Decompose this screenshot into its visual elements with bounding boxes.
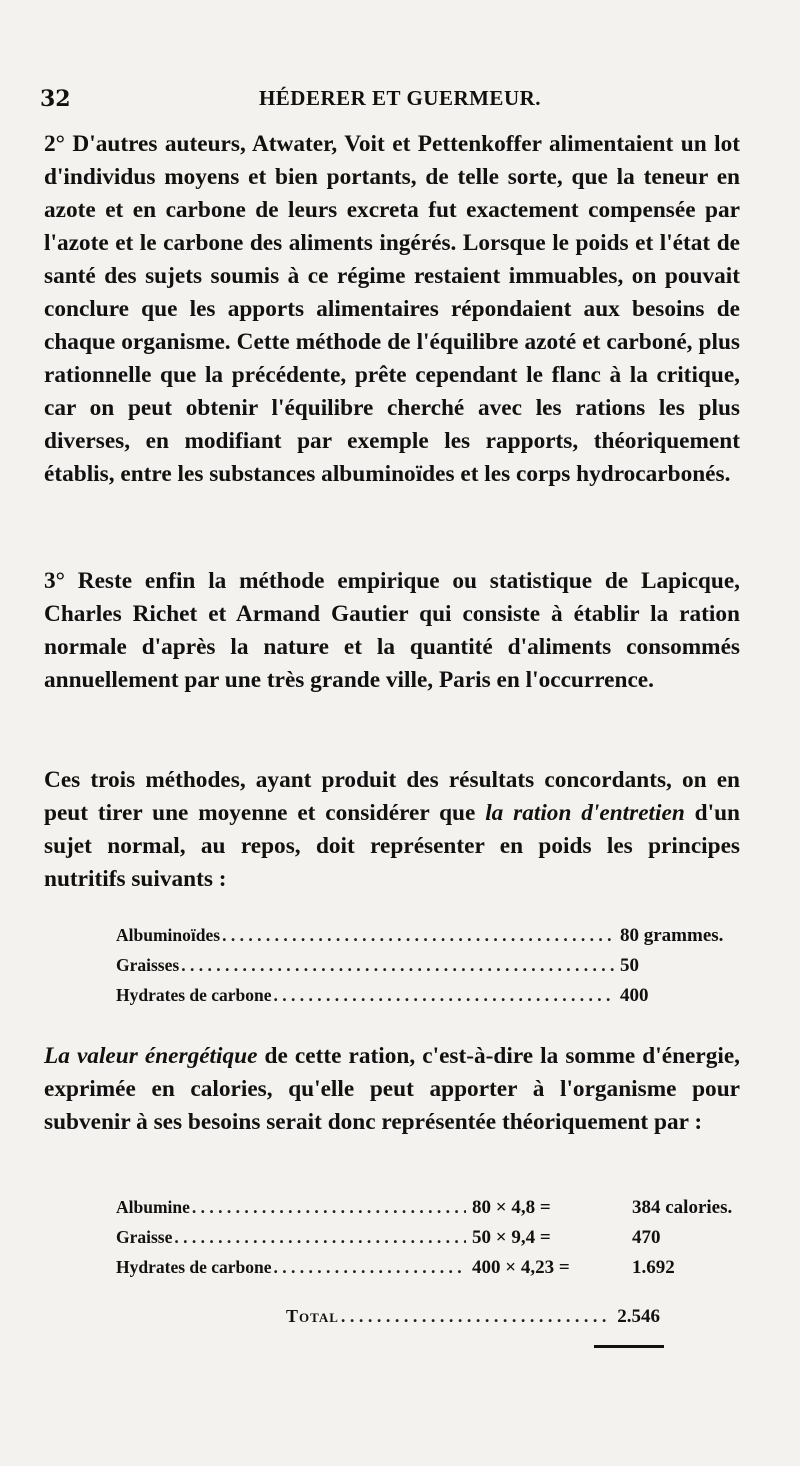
total-label: Total [286, 1306, 339, 1326]
row-result: 1.692 [632, 1257, 675, 1278]
table-row [116, 1257, 756, 1287]
row-formula: 80 × 4,8 = [472, 1197, 551, 1218]
row-result: 384 calories. [632, 1197, 733, 1218]
paragraph-ration-summary [44, 764, 740, 896]
paragraph-atwater-method: 2° D'autres auteurs, Atwater, Voit et Pettenkoffer alimentaient un lot d'individus moyens et bien portants, de telle sorte, que la teneur en azote et en carbone de leurs excreta fut exactement compensée par l'azote et le carbone des aliments ingérés. Lorsque le poids et l'état de santé des sujets soumis à ce régime restaient immuables, on pouvait conclure que les apports alimentaires répondaient aux besoins de chaque organisme. Cette méthode de l'équilibre azoté et carboné, plus rationnelle que la précédente, prête cependant le flanc à la critique, car on peut obtenir l'équilibre cherché avec les rations les plus diverses, en modifiant par exemple les rapports, théoriquement établis, entre les substances albuminoïdes et les corps hydrocarbonés. [44, 131, 740, 487]
leader-dots [274, 985, 614, 1006]
row-result: 470 [632, 1227, 661, 1248]
row-value: 400 [620, 985, 649, 1006]
row-label: Albuminoïdes [116, 925, 221, 945]
row-formula: 50 × 9,4 = [472, 1227, 551, 1248]
row-label: Albumine [116, 1197, 190, 1217]
p3-text-before: Ces trois méthodes, ayant produit des résultats concordants, on en peut tirer une moyenne et considérer que [44, 767, 740, 826]
row-label: Hydrates de carbone [116, 985, 272, 1005]
running-title: HÉDERER ET GUERMEUR. [258, 86, 542, 110]
p4-italic-term: La valeur énergétique [44, 1043, 258, 1069]
leader-dots [174, 1227, 466, 1248]
table-row [116, 925, 756, 955]
paragraph-energy-value [44, 1040, 740, 1139]
table-row [116, 1227, 756, 1257]
leader-dots [181, 955, 614, 976]
row-label: Graisses [116, 955, 180, 975]
leader-dots [274, 1257, 466, 1278]
total-value: 2.546 [617, 1306, 660, 1327]
leader-dots [192, 1197, 466, 1218]
row-value: 80 grammes. [620, 925, 724, 946]
paragraph-empirical-method: 3° Reste enfin la méthode empirique ou statistique de Lapicque, Charles Richet et Armand Gautier qui consiste à établir la ration normale d'après la nature et la quantité d'aliments consommés annuellement par une très grande ville, Paris en l'occurrence. [44, 568, 740, 693]
table-row [116, 955, 756, 985]
energy-table [116, 1197, 756, 1287]
p3-text-after: d'un sujet normal, au repos, doit représenter en poids les principes nutritifs suivants : [44, 800, 740, 892]
table-row [116, 985, 756, 1015]
row-formula: 400 × 4,23 = [472, 1257, 570, 1278]
p3-italic-term: la ration d'entretien [485, 800, 685, 826]
total-underline [594, 1345, 664, 1348]
leader-dots [341, 1306, 611, 1327]
row-label: Hydrates de carbone [116, 1257, 272, 1277]
running-head [40, 86, 760, 116]
ration-table [116, 925, 756, 1015]
page-number: 32 [40, 86, 71, 112]
row-value: 50 [620, 955, 639, 976]
p4-text-after: de cette ration, c'est-à-dire la somme d'énergie, exprimée en calories, qu'elle peut apporter à l'organisme pour subvenir à ses besoins serait donc représentée théoriquement par : [44, 1043, 741, 1135]
total-row [286, 1306, 660, 1328]
row-label: Graisse [116, 1227, 173, 1247]
table-row [116, 1197, 756, 1227]
leader-dots [222, 925, 614, 946]
